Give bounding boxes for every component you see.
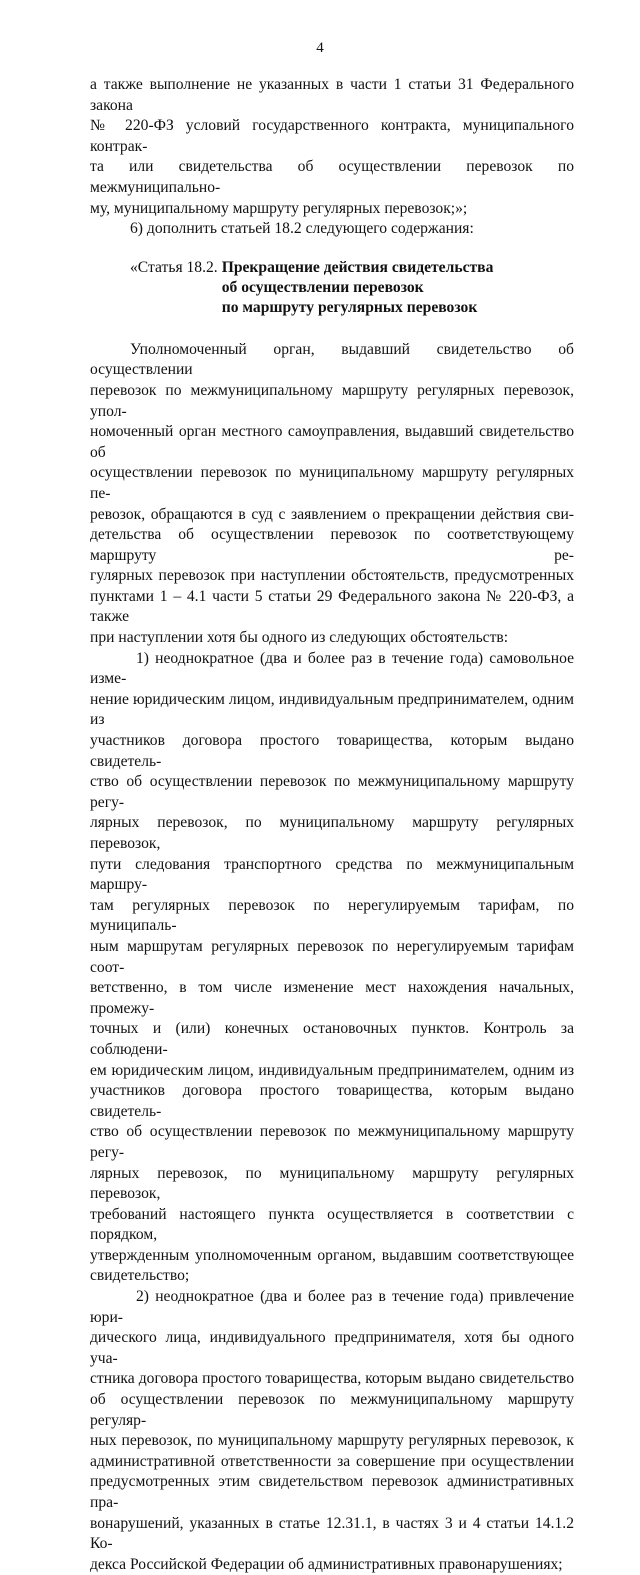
text-line: участников договора простого товарищества, которым выдано свидетель- [90,1082,574,1120]
item-1-paragraph [90,649,574,1287]
text-line: детельства об осуществлении перевозок по соответствующему маршруту ре- [90,526,574,564]
text-line: 1) неоднократное (два и более раз в течение года) самовольное изме- [90,649,574,688]
text-line: требований настоящего пункта осуществляется в соответствии с порядком, [90,1205,574,1244]
text-line: пути следования транспортного средства по межмуниципальным маршру- [90,855,574,894]
text-line: предусмотренных этим свидетельством перевозок административных пра- [90,1473,574,1511]
article-title-line: по маршруту регулярных перевозок [221,298,478,316]
text-line: ство об осуществлении перевозок по межмуниципальному маршруту регу- [90,1123,574,1161]
text-line: лярных перевозок, по муниципальному маршруту регулярных перевозок, [90,1164,574,1203]
text-line: ство об осуществлении перевозок по межмуниципальному маршруту регу- [90,773,574,811]
text-line: свидетельство; [90,1267,190,1285]
text-line: административной ответственности за совершение при осуществлении [90,1452,574,1470]
text-line: утвержденным уполномоченным органом, выдавшим соответствующее [90,1246,574,1264]
text-line: № 220-ФЗ условий государственного контракта, муниципального контрак- [90,117,574,155]
text-line: стника договора простого товарищества, которым выдано свидетельство [90,1370,574,1388]
text-line: му, муниципальному маршруту регулярных перевозок;»; [90,199,468,217]
page-number: 4 [316,40,324,56]
text-line: вонарушений, указанных в статье 12.31.1, в частях 3 и 4 статьи 14.1.2 Ко- [90,1514,574,1553]
article-heading [130,258,574,318]
text-line: ветственно, в том числе изменение мест нахождения начальных, промежу- [90,979,574,1017]
text-line: об осуществлении перевозок по межмуниципальному маршруту регуляр- [90,1391,574,1429]
text-line: 2) неоднократное (два и более раз в течение года) привлечение юри- [90,1288,574,1326]
intro-paragraph [90,75,574,219]
text-line: ных перевозок, по муниципальному маршруту регулярных перевозок, к [90,1432,574,1450]
text-line: Уполномоченный орган, выдавший свидетельство об осуществлении [90,340,574,379]
item-6-line: 6) дополнить статьей 18.2 следующего содержания: [130,220,474,238]
text-line: лярных перевозок, по муниципальному маршруту регулярных перевозок, [90,814,574,852]
text-line: осуществлении перевозок по муниципальному маршруту регулярных пе- [90,464,574,502]
text-line: та или свидетельства об осуществлении перевозок по межмуниципально- [90,158,574,196]
text-line: дического лица, индивидуального предпринимателя, хотя бы одного уча- [90,1329,574,1367]
article-title-line: об осуществлении перевозок [221,278,424,296]
item-2-paragraph [90,1287,574,1575]
text-line: номоченный орган местного самоуправления, выдавший свидетельство об [90,423,574,461]
article-title [222,258,494,318]
text-line: перевозок по межмуниципальному маршруту регулярных перевозок, упол- [90,381,574,420]
text-line: ревозок, обращаются в суд с заявлением о прекращении действия сви- [90,505,574,523]
text-line: ем юридическим лицом, индивидуальным предпринимателем, одним из [90,1061,574,1079]
text-line: гулярных перевозок при наступлении обстоятельств, предусмотренных [90,567,574,585]
text-line: нение юридическим лицом, индивидуальным предпринимателем, одним из [90,690,574,729]
text-line: при наступлении хотя бы одного из следующих обстоятельств: [90,629,509,647]
text-line: точных и (или) конечных остановочных пунктов. Контроль за соблюдени- [90,1020,574,1058]
text-line: декса Российской Федерации об административных правонарушениях; [90,1555,563,1573]
document-body [90,75,574,1575]
text-line: участников договора простого товарищества, которым выдано свидетель- [90,732,574,770]
article-label: «Статья 18.2. [130,258,218,276]
text-line: там регулярных перевозок по нерегулируемым тарифам, по муниципаль- [90,896,574,935]
main-paragraph [90,340,574,649]
text-line: ным маршрутам регулярных перевозок по нерегулируемым тарифам соот- [90,937,574,976]
text-line: а также выполнение не указанных в части 1 статьи 31 Федерального закона [90,76,574,114]
text-line: пунктами 1 – 4.1 части 5 статьи 29 Федерального закона № 220-ФЗ, а также [90,587,574,626]
article-title-line: Прекращение действия свидетельства [221,258,494,276]
